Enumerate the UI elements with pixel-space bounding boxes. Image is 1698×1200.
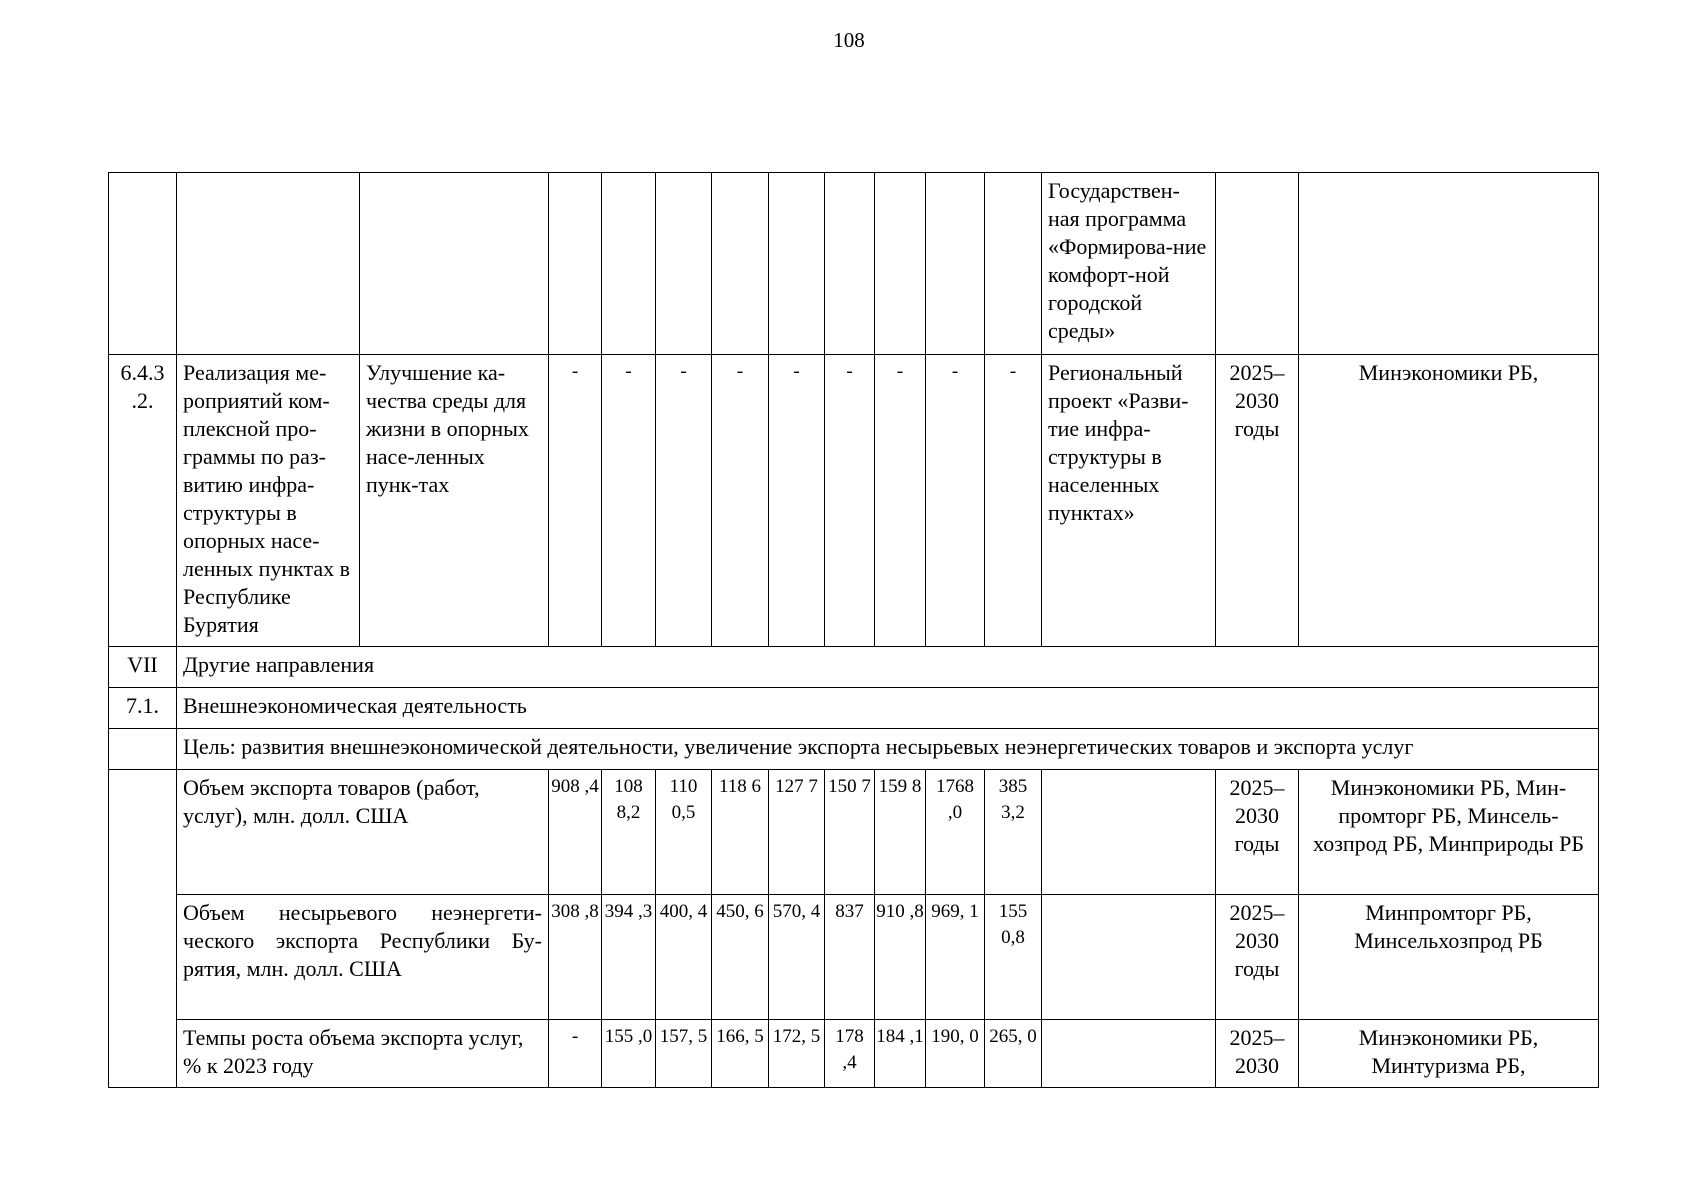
- value-cell: [549, 173, 602, 355]
- value-cell: 450, 6: [712, 895, 769, 1020]
- value-cell: [602, 173, 656, 355]
- table-row-continuation: [109, 173, 1599, 355]
- page-number: 108: [833, 28, 865, 52]
- value-cell: 166, 5: [712, 1020, 769, 1088]
- cell-num: [109, 173, 177, 355]
- value-cell: -: [926, 355, 985, 647]
- value-cell: [926, 173, 985, 355]
- table-row-6432: [109, 355, 1599, 647]
- value-cell: 127 7: [769, 770, 825, 895]
- cell-program: [1042, 770, 1216, 895]
- value-cell: 155 0,8: [985, 895, 1042, 1020]
- value-cell: 108 8,2: [602, 770, 656, 895]
- value-cell: -: [656, 355, 712, 647]
- value-cell: -: [875, 355, 926, 647]
- value-cell: 157, 5: [656, 1020, 712, 1088]
- indicator-name: Объем несырьевого неэнергети-ческого экспорта Республики Бу-рятия, млн. долл. США: [177, 895, 549, 1020]
- value-cell: 570, 4: [769, 895, 825, 1020]
- value-cell: 837: [825, 895, 875, 1020]
- indicator-name: Объем экспорта товаров (работ, услуг), млн. долл. США: [177, 770, 549, 895]
- value-cell: 969, 1: [926, 895, 985, 1020]
- cell-responsible: Минэкономики РБ, Мин-промторг РБ, Минсель-хозпрод РБ, Минприроды РБ: [1299, 770, 1599, 895]
- value-cell: -: [549, 355, 602, 647]
- value-cell: [985, 173, 1042, 355]
- value-cell: 265, 0: [985, 1020, 1042, 1088]
- goal-row: [109, 729, 1599, 770]
- cell-num: 6.4.3 .2.: [109, 355, 177, 647]
- cell-period: [1216, 173, 1299, 355]
- measures-table: [108, 172, 1599, 1088]
- value-cell: 178 ,4: [825, 1020, 875, 1088]
- section-row-7-1: [109, 688, 1599, 729]
- cell-period: 2025– 2030 годы: [1216, 770, 1299, 895]
- cell-result: Улучшение ка-чества среды для жизни в опорных насе-ленных пунк-тах: [360, 355, 549, 647]
- cell-period: 2025– 2030 годы: [1216, 895, 1299, 1020]
- value-cell: [656, 173, 712, 355]
- cell-num: [109, 770, 177, 1088]
- value-cell: 385 3,2: [985, 770, 1042, 895]
- cell-name: Реализация ме-роприятий ком-плексной про-граммы по раз-витию инфра-структуры в опорных насе-ленных пунктах в Республике Бурятия: [177, 355, 360, 647]
- section-title: Другие направления: [177, 647, 1599, 688]
- value-cell: -: [825, 355, 875, 647]
- section-num: VII: [109, 647, 177, 688]
- section-num: 7.1.: [109, 688, 177, 729]
- value-cell: [769, 173, 825, 355]
- section-title: Внешнеэкономическая деятельность: [177, 688, 1599, 729]
- cell-period: 2025– 2030: [1216, 1020, 1299, 1088]
- cell-responsible: Минэкономики РБ, Минтуризма РБ,: [1299, 1020, 1599, 1088]
- value-cell: 159 8: [875, 770, 926, 895]
- cell-responsible: [1299, 173, 1599, 355]
- indicator-name: Темпы роста объема экспорта услуг, % к 2023 году: [177, 1020, 549, 1088]
- value-cell: -: [602, 355, 656, 647]
- goal-text: Цель: развития внешнеэкономической деятельности, увеличение экспорта несырьевых неэнергетических товаров и экспорта услуг: [177, 729, 1599, 770]
- cell-program: Государствен-ная программа «Формирова-ние комфорт-ной городской среды»: [1042, 173, 1216, 355]
- cell-num: [109, 729, 177, 770]
- cell-program: Региональный проект «Разви-тие инфра-структуры в населенных пунктах»: [1042, 355, 1216, 647]
- value-cell: -: [985, 355, 1042, 647]
- value-cell: 150 7: [825, 770, 875, 895]
- cell-responsible: Минпромторг РБ, Минсельхозпрод РБ: [1299, 895, 1599, 1020]
- value-cell: 190, 0: [926, 1020, 985, 1088]
- cell-responsible: Минэкономики РБ,: [1299, 355, 1599, 647]
- cell-name: [177, 173, 360, 355]
- value-cell: 400, 4: [656, 895, 712, 1020]
- cell-result: [360, 173, 549, 355]
- value-cell: -: [769, 355, 825, 647]
- value-cell: [875, 173, 926, 355]
- indicator-row: [109, 895, 1599, 1020]
- value-cell: 155 ,0: [602, 1020, 656, 1088]
- value-cell: 910 ,8: [875, 895, 926, 1020]
- cell-program: [1042, 895, 1216, 1020]
- value-cell: 172, 5: [769, 1020, 825, 1088]
- value-cell: 110 0,5: [656, 770, 712, 895]
- section-row-vii: [109, 647, 1599, 688]
- value-cell: -: [549, 1020, 602, 1088]
- value-cell: -: [712, 355, 769, 647]
- value-cell: [825, 173, 875, 355]
- value-cell: [712, 173, 769, 355]
- indicator-row: [109, 1020, 1599, 1088]
- value-cell: 308 ,8: [549, 895, 602, 1020]
- value-cell: 118 6: [712, 770, 769, 895]
- value-cell: 184 ,1: [875, 1020, 926, 1088]
- value-cell: 908 ,4: [549, 770, 602, 895]
- value-cell: 394 ,3: [602, 895, 656, 1020]
- cell-program: [1042, 1020, 1216, 1088]
- indicator-row: [109, 770, 1599, 895]
- cell-period: 2025– 2030 годы: [1216, 355, 1299, 647]
- value-cell: 1768 ,0: [926, 770, 985, 895]
